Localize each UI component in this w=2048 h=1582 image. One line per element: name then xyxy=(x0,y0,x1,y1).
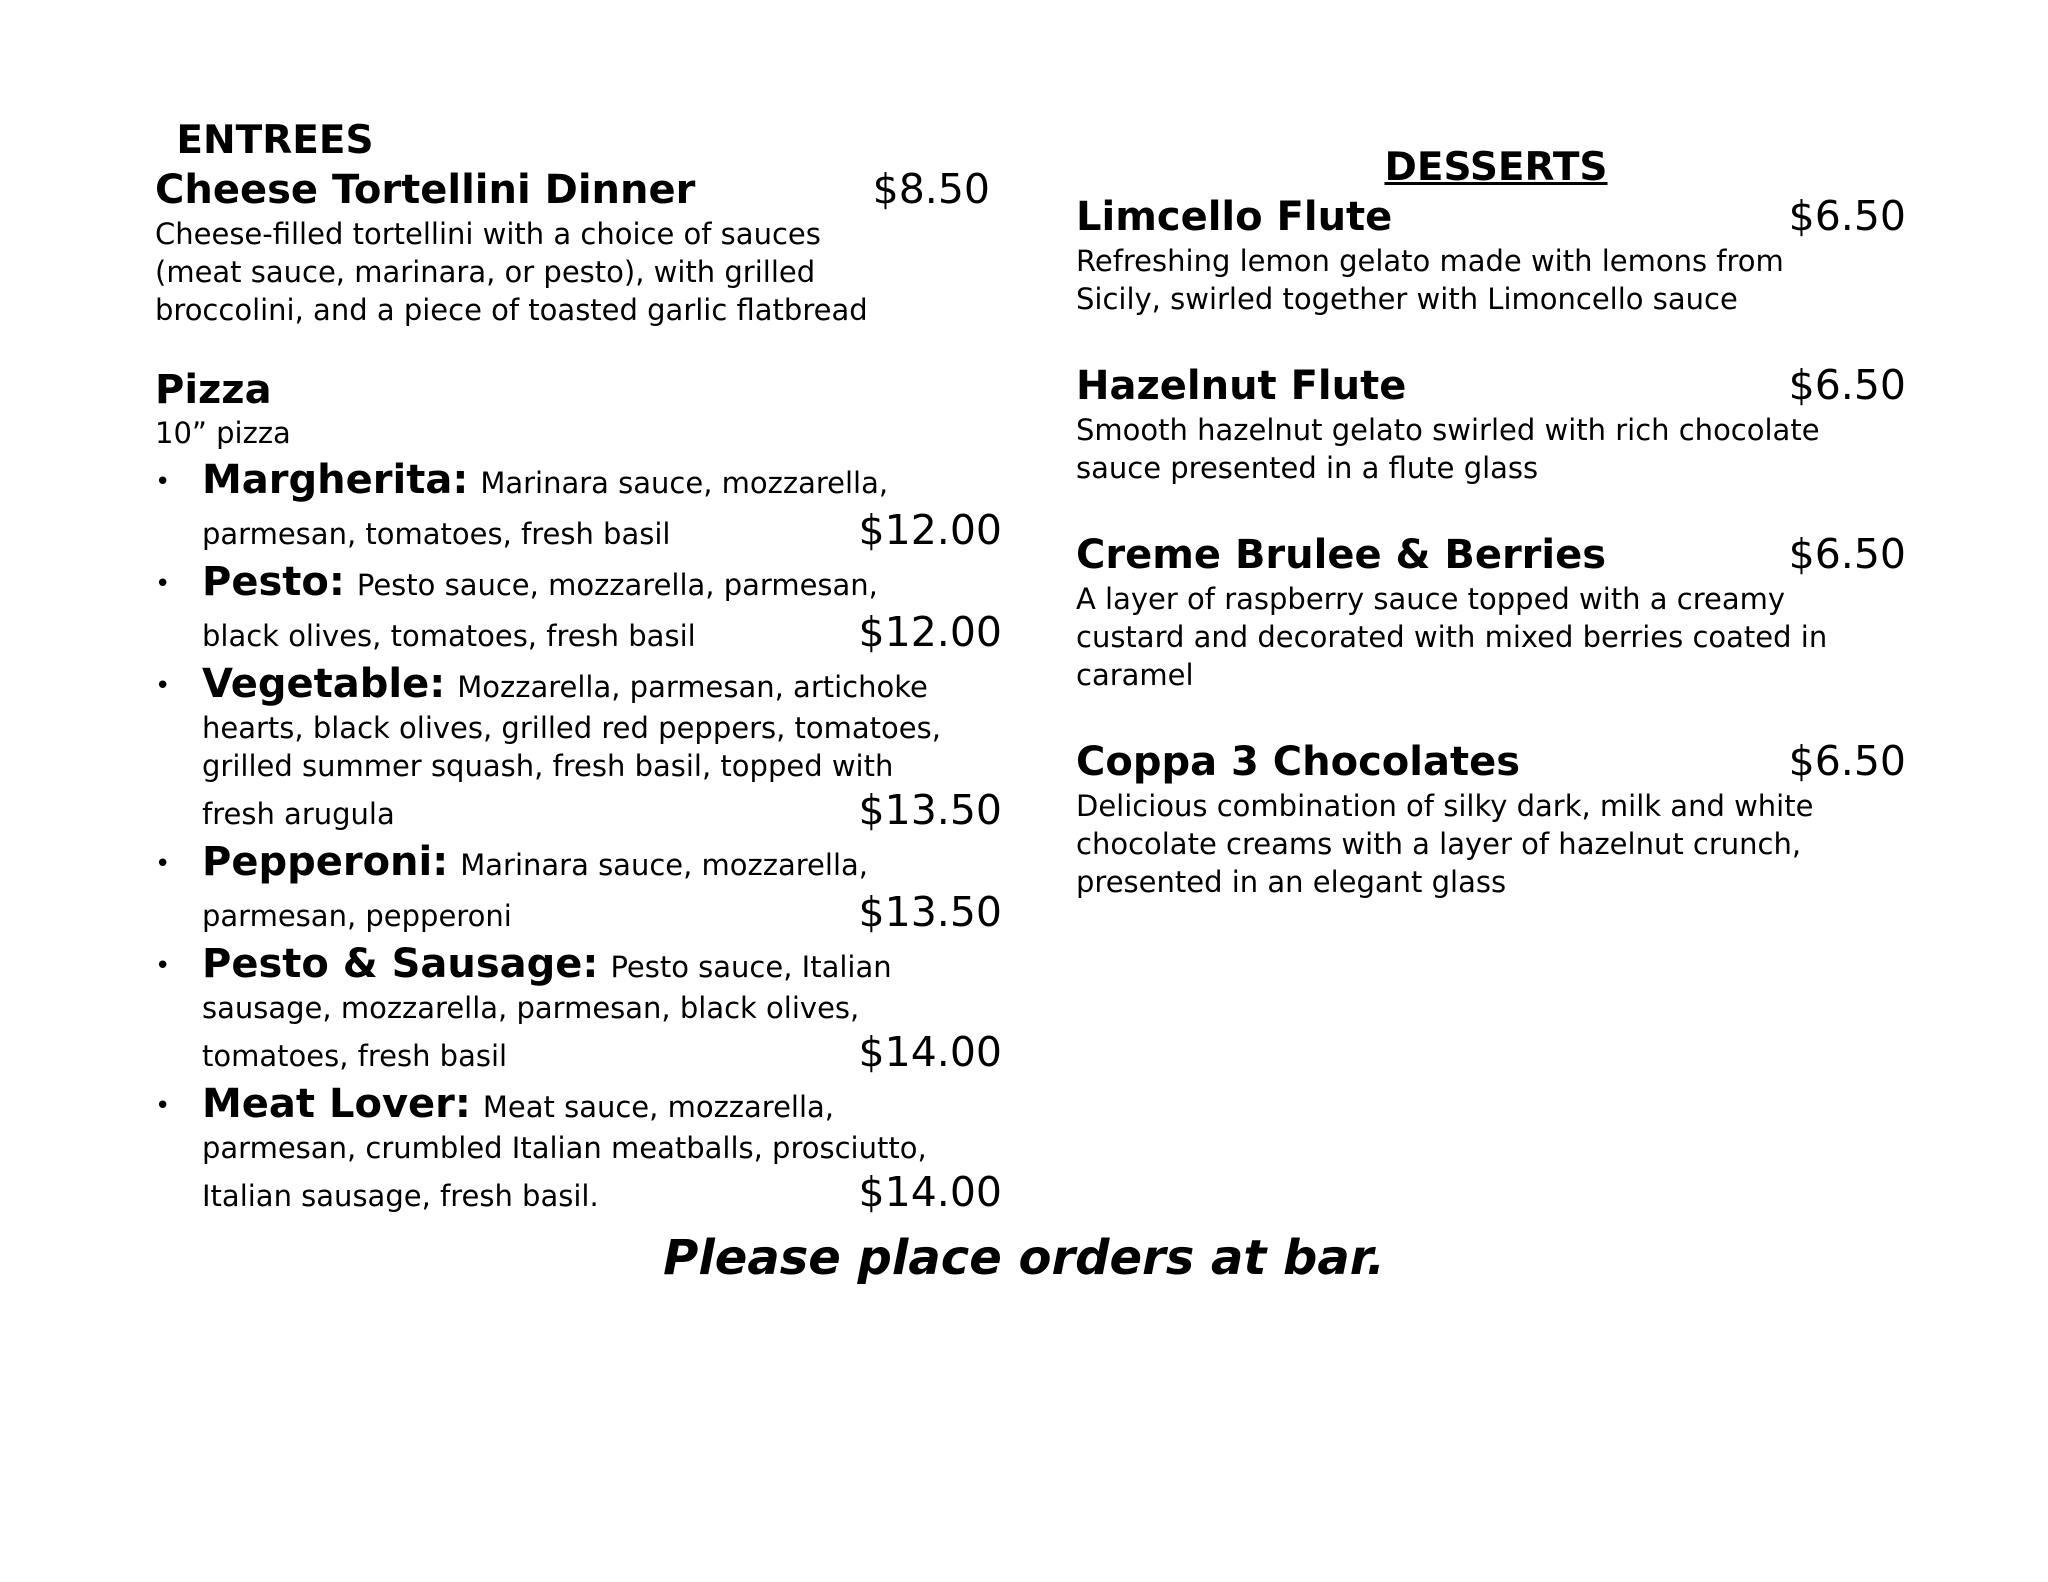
dessert-description xyxy=(1076,242,1916,318)
bullet-icon: • xyxy=(155,951,171,981)
dessert-list xyxy=(1076,191,1916,901)
entree-description-line: broccolini, and a piece of toasted garlic flatbread xyxy=(155,293,868,327)
pizza-description-line: tomatoes, fresh basil xyxy=(202,1039,508,1073)
pizza-name: Vegetable: xyxy=(202,661,446,707)
pizza-description-line: black olives, tomatoes, fresh basil xyxy=(202,619,696,653)
pizza-last-line xyxy=(202,887,1002,937)
pizza-details xyxy=(202,1079,1025,1217)
pizza-name: Pesto & Sausage: xyxy=(202,941,599,987)
pizza-details xyxy=(202,837,1025,937)
pizza-details xyxy=(202,939,1025,1077)
dessert-description-line: custard and decorated with mixed berries coated in xyxy=(1076,620,1828,654)
dessert-name: Limcello Flute xyxy=(1076,194,1393,240)
dessert-header xyxy=(1076,191,1906,242)
pizza-description-line: Italian sausage, fresh basil. xyxy=(202,1179,599,1213)
pizza-description-line: Meat sauce, mozzarella, xyxy=(482,1090,835,1124)
dessert-description-line: Refreshing lemon gelato made with lemons from xyxy=(1076,244,1784,278)
pizza-details xyxy=(202,659,1025,835)
dessert-description-line: Delicious combination of silky dark, milk and white xyxy=(1076,789,1814,823)
pizza-item xyxy=(155,837,1025,937)
pizza-description-line: fresh arugula xyxy=(202,797,395,831)
pizza-title: Pizza xyxy=(155,367,272,413)
pizza-description-line: parmesan, crumbled Italian meatballs, prosciutto, xyxy=(202,1131,927,1165)
entree-header xyxy=(155,164,990,215)
pizza-name: Meat Lover: xyxy=(202,1081,471,1127)
dessert-price: $6.50 xyxy=(1788,530,1906,578)
pizza-price: $14.00 xyxy=(858,1028,1002,1076)
pizza-item xyxy=(155,455,1025,555)
bullet-icon: • xyxy=(155,671,171,701)
entree-description-line: (meat sauce, marinara, or pesto), with grilled xyxy=(155,255,816,289)
dessert-description xyxy=(1076,787,1916,901)
pizza-name: Pepperoni: xyxy=(202,839,449,885)
pizza-item xyxy=(155,939,1025,1077)
bullet-icon: • xyxy=(155,467,171,497)
dessert-description-line: caramel xyxy=(1076,658,1194,692)
pizza-description-line: Pesto sauce, mozzarella, parmesan, xyxy=(356,568,878,602)
entrees-heading: ENTREES xyxy=(176,118,374,163)
dessert-price: $6.50 xyxy=(1788,361,1906,409)
pizza-item xyxy=(155,1079,1025,1217)
pizza-last-line xyxy=(202,505,1002,555)
pizza-description-line: Marinara sauce, mozzarella, xyxy=(460,848,868,882)
pizza-size: 10” pizza xyxy=(155,416,291,450)
bullet-icon: • xyxy=(155,849,171,879)
pizza-last-line xyxy=(202,1167,1002,1217)
pizza-details xyxy=(202,557,1025,657)
dessert-name: Hazelnut Flute xyxy=(1076,363,1407,409)
dessert-description-line: Sicily, swirled together with Limoncello sauce xyxy=(1076,282,1738,316)
pizza-name: Margherita: xyxy=(202,457,469,503)
pizza-price: $12.00 xyxy=(858,506,1002,554)
dessert-name: Creme Brulee & Berries xyxy=(1076,532,1607,578)
pizza-name: Pesto: xyxy=(202,559,345,605)
desserts-heading: DESSERTS xyxy=(1384,145,1608,190)
pizza-description-line: parmesan, tomatoes, fresh basil xyxy=(202,517,671,551)
pizza-details xyxy=(202,455,1025,555)
pizza-item xyxy=(155,557,1025,657)
dessert-price: $6.50 xyxy=(1788,737,1906,785)
bullet-icon: • xyxy=(155,569,171,599)
dessert-item xyxy=(1076,529,1916,694)
dessert-description xyxy=(1076,411,1916,487)
entree-price: $8.50 xyxy=(872,165,990,213)
pizza-description-line: Mozzarella, parmesan, artichoke xyxy=(457,670,928,704)
pizza-price: $14.00 xyxy=(858,1168,1002,1216)
dessert-description xyxy=(1076,580,1916,694)
entree-description-line: Cheese-filled tortellini with a choice of sauces xyxy=(155,217,821,251)
dessert-item xyxy=(1076,736,1916,901)
pizza-item xyxy=(155,659,1025,835)
pizza-description-line: grilled summer squash, fresh basil, topped with xyxy=(202,749,894,783)
dessert-price: $6.50 xyxy=(1788,192,1906,240)
dessert-header xyxy=(1076,529,1906,580)
pizza-description-line: parmesan, pepperoni xyxy=(202,899,512,933)
dessert-item xyxy=(1076,360,1916,487)
entree-item xyxy=(155,164,1025,329)
pizza-price: $13.50 xyxy=(858,888,1002,936)
pizza-last-line xyxy=(202,785,1002,835)
dessert-description-line: Smooth hazelnut gelato swirled with rich chocolate xyxy=(1076,413,1820,447)
bullet-icon: • xyxy=(155,1091,171,1121)
pizza-price: $13.50 xyxy=(858,786,1002,834)
pizza-description-line: sausage, mozzarella, parmesan, black olives, xyxy=(202,991,860,1025)
entrees-section xyxy=(155,118,1025,1219)
pizza-price: $12.00 xyxy=(858,608,1002,656)
pizza-description-line: hearts, black olives, grilled red peppers, tomatoes, xyxy=(202,711,941,745)
pizza-list xyxy=(155,455,1025,1217)
pizza-description-line: Pesto sauce, Italian xyxy=(610,950,892,984)
dessert-name: Coppa 3 Chocolates xyxy=(1076,739,1521,785)
entree-description xyxy=(155,215,1025,329)
desserts-section xyxy=(1076,145,1916,943)
pizza-description-line: Marinara sauce, mozzarella, xyxy=(480,466,889,500)
dessert-description-line: sauce presented in a flute glass xyxy=(1076,451,1539,485)
entree-name: Cheese Tortellini Dinner xyxy=(155,167,696,213)
pizza-last-line xyxy=(202,1027,1002,1077)
dessert-header xyxy=(1076,736,1906,787)
dessert-item xyxy=(1076,191,1916,318)
dessert-description-line: chocolate creams with a layer of hazelnut crunch, xyxy=(1076,827,1802,861)
dessert-description-line: presented in an elegant glass xyxy=(1076,865,1507,899)
dessert-header xyxy=(1076,360,1906,411)
order-instructions: Please place orders at bar. xyxy=(663,1230,1385,1286)
dessert-description-line: A layer of raspberry sauce topped with a creamy xyxy=(1076,582,1786,616)
pizza-last-line xyxy=(202,607,1002,657)
